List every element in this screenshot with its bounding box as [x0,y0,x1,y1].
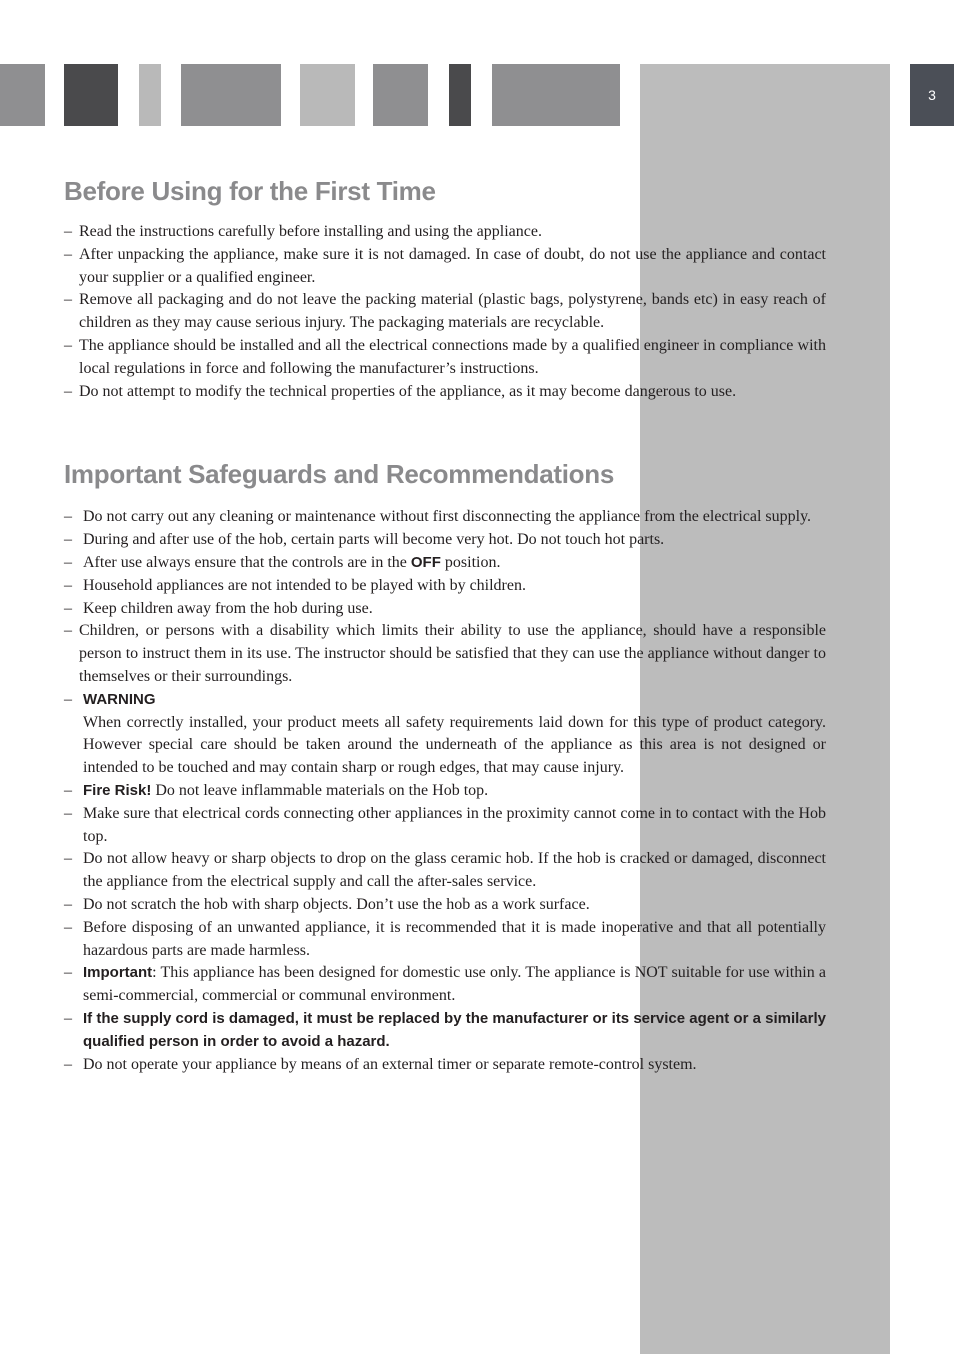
warning-label: WARNING [83,690,156,708]
fire-risk-label: Fire Risk! [83,781,152,799]
page-content [64,176,826,1076]
important-text: : This appliance has been designed for domestic use only. The appliance is NOT suitable for use within a semi-commercial, commercial or communal environment. [83,964,826,1005]
list-item: – Do not carry out any cleaning or maintenance without first disconnecting the appliance from the electrical supply. [64,506,826,529]
header-block-2 [64,64,118,126]
list-item: – After unpacking the appliance, make sure it is not damaged. In case of doubt, do not use the appliance and contact your supplier or a qualified engineer. [64,244,826,290]
section-title-first-use: Before Using for the First Time [64,176,436,206]
warning-item [64,689,826,780]
list-item [64,780,826,803]
list-item: – Read the instructions carefully before installing and using the appliance. [64,221,826,244]
list-item: – Do not operate your appliance by means of an external timer or separate remote-control system. [64,1054,826,1077]
off-label: OFF [410,553,441,571]
safeguards-list [64,506,826,1076]
list-item: – Keep children away from the hob during use. [64,598,826,621]
fire-risk-text: Do not leave inflammable materials on the Hob top. [151,781,489,799]
list-item [64,962,826,1008]
list-item: – Children, or persons with a disability which limits their ability to use the appliance, should have a responsible person to instruct them in its use. The instructor should be satisfied that they can use the appliance without danger to themselves or their surroundings. [64,620,826,688]
header-block-5 [300,64,355,126]
header-block-8 [492,64,620,126]
list-item: – Before disposing of an unwanted appliance, it is recommended that it is made inoperative and that all potentially hazardous parts are made harmless. [64,917,826,963]
header-block-6 [373,64,428,126]
important-label: Important [83,964,153,982]
header-block-7 [449,64,471,126]
header-block-1 [0,64,45,126]
off-pre: After use always ensure that the controls are in the [83,553,411,571]
list-item: – Household appliances are not intended to be played with by children. [64,575,826,598]
list-item: – Do not scratch the hob with sharp objects. Don’t use the hob as a work surface. [64,894,826,917]
list-item: – Remove all packaging and do not leave the packing material (plastic bags, polystyrene, bands etc) in easy reach of children as they may cause serious injury. The packaging materials are recyclable. [64,289,826,335]
list-item [64,1008,826,1054]
section-title-safeguards: Important Safeguards and Recommendations [64,459,614,490]
page-number-tab [910,64,954,126]
list-item: – Do not allow heavy or sharp objects to drop on the glass ceramic hob. If the hob is cracked or damaged, disconnect the appliance from the electrical supply and call the after-sales service. [64,848,826,894]
list-item [64,552,826,575]
page-number: 3 [928,87,936,103]
list-item: – Do not attempt to modify the technical properties of the appliance, as it may become dangerous to use. [64,381,826,404]
header-block-3 [139,64,161,126]
off-post: position. [440,553,501,571]
list-item: – Make sure that electrical cords connecting other appliances in the proximity cannot come in to contact with the Hob top. [64,803,826,849]
first-use-list [64,221,826,403]
list-item: – During and after use of the hob, certain parts will become very hot. Do not touch hot parts. [64,529,826,552]
header-block-4 [181,64,281,126]
supply-cord-warning: If the supply cord is damaged, it must be replaced by the manufacturer or its service agent or a similarly qualified person in order to avoid a hazard. [83,1009,826,1050]
warning-text: When correctly installed, your product meets all safety requirements laid down for this type of product category. However special care should be taken around the underneath of the appliance as this area is not designed or intended to be touched and may contain sharp or rough edges, that may cause injury. [83,713,826,777]
list-item: – The appliance should be installed and all the electrical connections made by a qualified engineer in compliance with local regulations in force and following the manufacturer’s instructions. [64,335,826,381]
